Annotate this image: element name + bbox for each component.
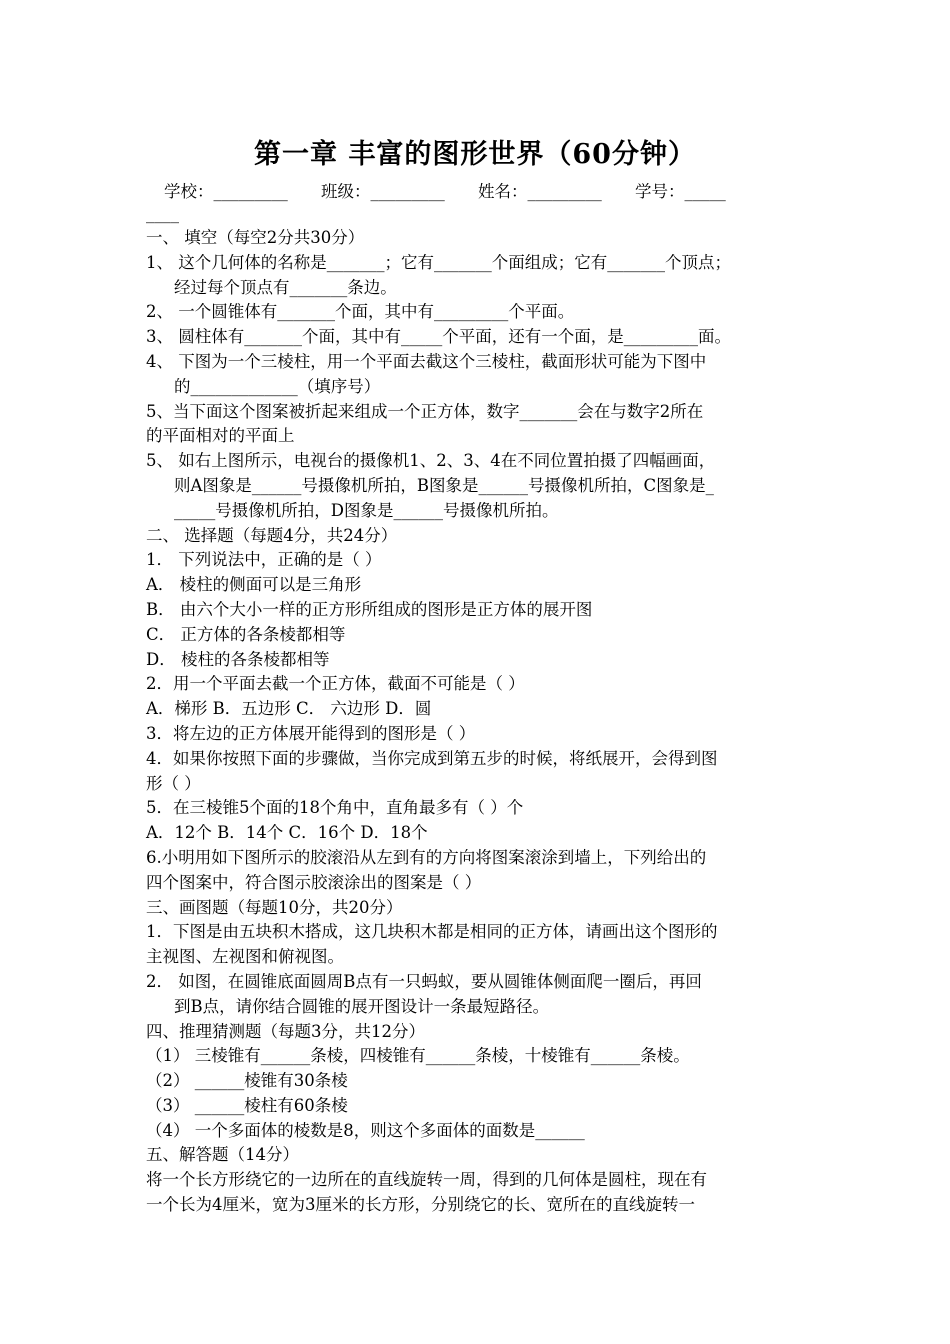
question-line: 2．用一个平面去截一个正方体，截面不可能是（ ） — [146, 674, 525, 694]
question-line: 形（ ） — [146, 773, 201, 793]
choice-options: A．12个 B．14个 C．16个 D．18个 — [146, 823, 428, 843]
header-info-row — [164, 178, 814, 202]
question-line: （2） ______棱锥有30条棱 — [146, 1071, 348, 1091]
question-line: 2、 一个圆锥体有_______个面，其中有_________个平面。 — [146, 302, 575, 322]
question-line: 4、 下图为一个三棱柱，用一个平面去截这个三棱柱，截面形状可能为下图中 — [146, 351, 707, 371]
choice-option: C． 正方体的各条棱都相等 — [146, 624, 346, 644]
question-line: 1．下图是由五块积木搭成，这几块积木都是相同的正方体，请画出这个图形的 — [146, 922, 718, 942]
question-line: 6.小明用如下图所示的胶滚沿从左到有的方向将图案滚涂到墙上，下列给出的 — [146, 847, 707, 867]
page-title: 第一章 丰富的图形世界（60分钟） — [254, 139, 696, 170]
question-line: 5、当下面这个图案被折起来组成一个正方体，数字_______会在与数字2所在 — [146, 401, 704, 421]
question-line: 4．如果你按照下面的步骤做，当你完成到第五步的时候，将纸展开，会得到图 — [146, 748, 718, 768]
question-line: 四个图案中，符合图示胶滚涂出的图案是（ ） — [146, 872, 482, 892]
question-line: 将一个长方形绕它的一边所在的直线旋转一周，得到的几何体是圆柱，现在有 — [146, 1170, 707, 1190]
school-field: 学校：_________ — [164, 182, 288, 201]
section-heading-drawing: 三、画图题（每题10分，共20分） — [146, 897, 403, 917]
question-line: 3．将左边的正方体展开能得到的图形是（ ） — [146, 723, 476, 743]
question-line: 到B点，请你结合圆锥的展开图设计一条最短路径。 — [174, 996, 550, 1016]
section-heading-answer: 五、解答题（14分） — [146, 1145, 299, 1165]
question-line: 5、 如右上图所示，电视台的摄像机1、2、3、4在不同位置拍摄了四幅画面， — [146, 451, 716, 471]
question-line: 的_____________（填序号） — [174, 376, 381, 396]
question-line: 2． 如图，在圆锥底面圆周B点有一只蚂蚁，要从圆锥体侧面爬一圈后，再回 — [146, 971, 702, 991]
question-line: 经过每个顶点有_______条边。 — [174, 277, 397, 297]
class-field: 班级：_________ — [321, 182, 445, 201]
choice-options: A．梯形 B．五边形 C． 六边形 D．圆 — [146, 699, 432, 719]
section-heading-fill-blank: 一、 填空（每空2分共30分） — [146, 228, 365, 247]
section-heading-reasoning: 四、推理猜测题（每题3分，共12分） — [146, 1021, 425, 1041]
question-line: 5．在三棱锥5个面的18个角中，直角最多有（ ）个 — [146, 798, 524, 818]
question-line: 则A图象是______号摄像机所拍，B图象是______号摄像机所拍，C图象是_ — [174, 475, 714, 495]
choice-option: D． 棱柱的各条棱都相等 — [146, 649, 330, 669]
number-field: 学号：_____ — [635, 182, 726, 201]
choice-option: B． 由六个大小一样的正方形所组成的图形是正方体的展开图 — [146, 599, 593, 619]
question-line: 一个长为4厘米，宽为3厘米的长方形，分别绕它的长、宽所在的直线旋转一 — [146, 1195, 695, 1215]
number-field-continued: ____ — [146, 204, 179, 223]
question-line: （3） ______棱柱有60条棱 — [146, 1095, 348, 1115]
name-field: 姓名：_________ — [478, 182, 602, 201]
question-line: 的平面相对的平面上 — [146, 426, 295, 446]
question-line: _____号摄像机所拍，D图象是______号摄像机所拍。 — [174, 500, 559, 520]
question-line: （4） 一个多面体的棱数是8，则这个多面体的面数是______ — [146, 1120, 585, 1140]
question-line: 1、 这个几何体的名称是_______；它有_______个面组成；它有_______个顶点； — [146, 252, 731, 272]
question-line: 1． 下列说法中，正确的是（ ） — [146, 550, 382, 570]
question-line: （1） 三棱锥有______条棱，四棱锥有______条棱，十棱锥有______条棱。 — [146, 1046, 690, 1066]
exam-body — [146, 226, 814, 1218]
section-heading-multiple-choice: 二、 选择题（每题4分，共24分） — [146, 525, 398, 545]
question-line: 3、 圆柱体有_______个面，其中有_____个平面，还有一个面，是_________面。 — [146, 327, 731, 347]
choice-option: A． 棱柱的侧面可以是三角形 — [146, 575, 362, 595]
question-line: 主视图、左视图和俯视图。 — [146, 947, 344, 967]
